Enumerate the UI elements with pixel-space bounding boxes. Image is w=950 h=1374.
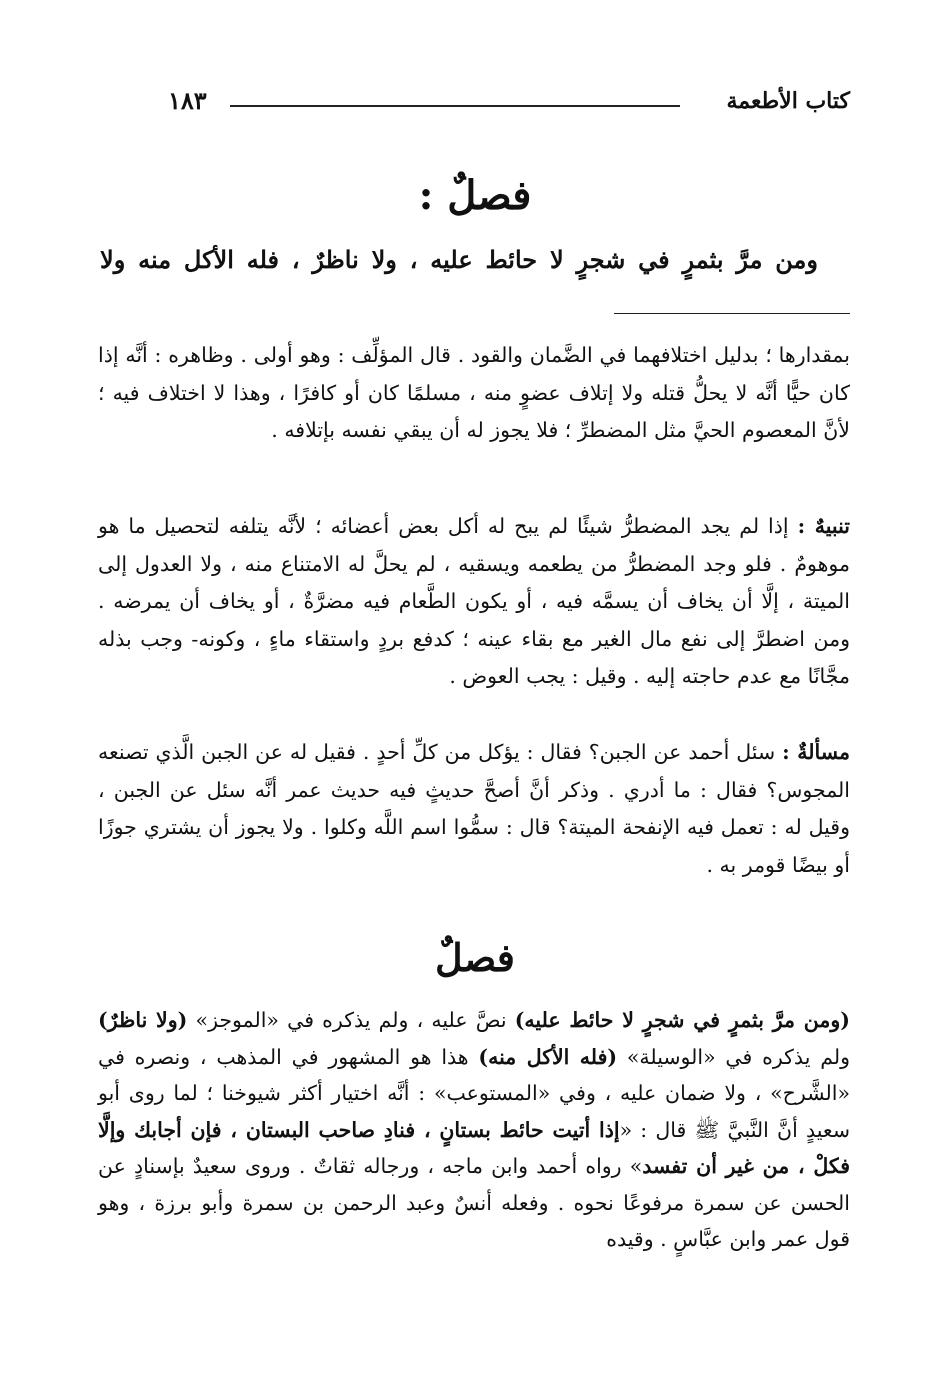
matn-text: ومن مرَّ بثمرٍ في شجرٍ لا حائط عليه ، ولا ناظرٌ ، فله الأكل منه ولا — [100, 245, 819, 274]
paragraph-body: سئل أحمد عن الجبن؟ فقال : يؤكل من كلِّ أحدٍ . فقيل له عن الجبن الَّذي تصنعه المجوس؟ فقال : ما أدري . وذكر أنَّ أصحَّ حديثٍ فيه حديث عمر أنَّه سئل عن الجبن ، وقيل له : تعمل فيه الإنفحة الميتة؟ قال : سمُّوا اسم اللَّه وكلوا . ولا يجوز أن يشتري جوزًا أو بيضًا قومر به . — [98, 740, 850, 877]
hadith-text: إذا أتيت حائط بستانٍ ، فنادِ صاحب البستان ، فإن أجابك وإلَّا فكلْ ، من غير أن تفسد — [98, 1117, 850, 1178]
page-number: ١٨٣ — [168, 86, 207, 115]
header-rule — [230, 105, 680, 107]
matn-quote: (فله الأكل منه) — [478, 1044, 618, 1069]
paragraph-label: تنبيهٌ : — [797, 514, 850, 538]
paragraph-body: » رواه أحمد وابن ماجه ، ورجاله ثقاتٌ . وروى سعيدٌ بإسنادٍ عن الحسن عن سمرة مرفوعًا نحوه . وفعله أنسٌ وعبد الرحمن بن سمرة وأبو برزة ، وهو قول عمر وابن عبَّاسٍ . وقيده — [98, 1154, 850, 1251]
running-title: كتاب الأطعمة — [726, 88, 850, 114]
section-heading: فصلٌ — [435, 935, 515, 980]
matn-quote: (ولا ناظرٌ) — [98, 1008, 188, 1032]
section-heading: فصلٌ : — [418, 172, 532, 219]
matn-quote: (ومن مرَّ بثمرٍ في شجرٍ لا حائط عليه) — [514, 1008, 850, 1032]
paragraph-body: إذا لم يجد المضطرُّ شيئًا لم يبح له أكل بعض أعضائه ؛ لأنَّه يتلفه لتحصيل ما هو موهومٌ . فلو وجد المضطرُّ من يطعمه ويسقيه ، لم يحلَّ له الامتناع منه ، ولا العدول إلى الميتة ، إلَّا أن يخاف أن يسمَّه فيه ، أو يكون الطَّعام فيه مضرَّةٌ ، أو يخاف أن يمرضه . ومن اضطرَّ إلى نفع مال الغير مع بقاء عينه ؛ كدفع بردٍ واستقاء ماءٍ ، وكونه- وجب بذله مجَّانًا مع عدم حاجته إليه . وقيل : يجب العوض . — [98, 514, 850, 688]
paragraph-body: نصَّ عليه ، ولم يذكره في «الموجز» — [187, 1008, 515, 1032]
commentary-paragraph — [98, 734, 850, 884]
paragraph-body: ولم يذكره في «الوسيلة» — [617, 1044, 850, 1069]
page-header — [168, 86, 850, 126]
paragraph-label: مسألةٌ : — [782, 740, 850, 764]
commentary-paragraph — [98, 1002, 850, 1258]
commentary-paragraph — [98, 508, 850, 696]
commentary-paragraph: بمقدارها ؛ بدليل اختلافهما في الضَّمان والقود . قال المؤلِّف : وهو أولى . وظاهره : أنَّه إذا كان حيًّا أنَّه لا يحلُّ قتله ولا إتلاف عضوٍ منه ، مسلمًا كان أو كافرًا ، وهذا لا اختلاف فيه ؛ لأنَّ المعصوم الحيَّ مثل المضطرِّ ؛ فلا يجوز له أن يبقي نفسه بإتلافه . — [98, 343, 850, 442]
footnote-separator — [614, 313, 850, 314]
paragraph-body: هذا هو المشهور في المذهب ، ونصره في «الشَّرح» ، ولا ضمان عليه ، وفي «المستوعب» : أنَّه اختيار أكثر شيوخنا ؛ لما روى أبو سعيدٍ أنَّ النَّبيَّ ﷺ قال : « — [98, 1044, 850, 1142]
